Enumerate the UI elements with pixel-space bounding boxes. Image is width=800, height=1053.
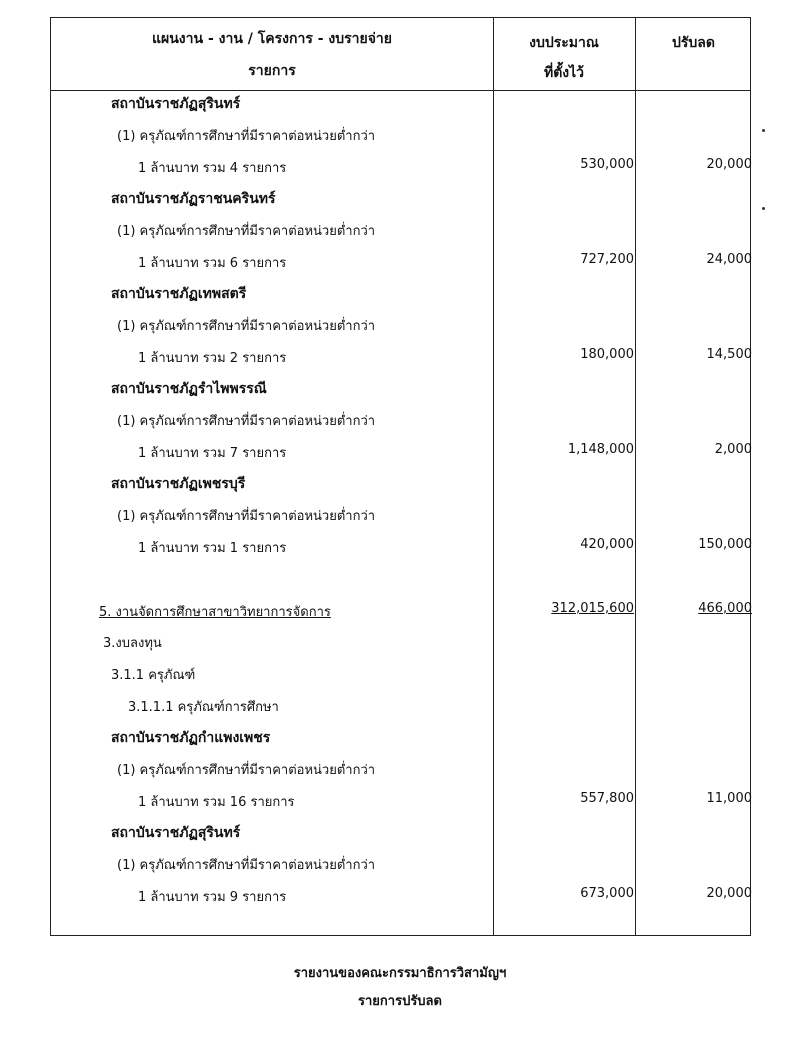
section-title: 5. งานจัดการศึกษาสาขาวิทยาการจัดการ [99, 605, 331, 620]
item-description: 1 ล้านบาท รวม 9 รายการ [138, 890, 287, 905]
item-description: 1 ล้านบาท รวม 4 รายการ [138, 161, 287, 176]
table-row [51, 442, 752, 466]
budget-value: 673,000 [580, 886, 634, 901]
budget-value: 727,200 [580, 252, 634, 267]
budget-value: 530,000 [580, 157, 634, 172]
table-row [51, 252, 752, 276]
item-description: 1 ล้านบาท รวม 1 รายการ [138, 541, 287, 556]
header-budget: งบประมาณ [529, 35, 599, 51]
table-row [51, 157, 752, 181]
table-row [51, 664, 752, 688]
institution-name: สถาบันราชภัฏสุรินทร์ [111, 825, 241, 841]
adjust-value: 2,000 [714, 442, 752, 457]
table-row [51, 315, 752, 339]
category-label: 3.1.1.1 ครุภัณฑ์การศึกษา [128, 700, 279, 715]
budget-value: 420,000 [580, 537, 634, 552]
adjust-value: 14,500 [706, 347, 752, 362]
table-row [51, 283, 752, 307]
item-description: 1 ล้านบาท รวม 2 รายการ [138, 351, 287, 366]
table-row [51, 727, 752, 751]
budget-value: 1,148,000 [567, 442, 634, 457]
footer-subtitle: รายการปรับลด [358, 994, 442, 1009]
item-description: (1) ครุภัณฑ์การศึกษาที่มีราคาต่อหน่วยต่ำกว่า [117, 224, 376, 239]
table-row [51, 886, 752, 910]
table-row [51, 537, 752, 561]
table-row [51, 854, 752, 878]
item-description: (1) ครุภัณฑ์การศึกษาที่มีราคาต่อหน่วยต่ำกว่า [117, 763, 376, 778]
budget-value: 180,000 [580, 347, 634, 362]
adjust-value: 24,000 [706, 252, 752, 267]
table-row [51, 791, 752, 815]
table-row [51, 188, 752, 212]
table-row [51, 410, 752, 434]
institution-name: สถาบันราชภัฏเพชรบุรี [111, 476, 246, 492]
item-description: 1 ล้านบาท รวม 6 รายการ [138, 256, 287, 271]
item-description: (1) ครุภัณฑ์การศึกษาที่มีราคาต่อหน่วยต่ำกว่า [117, 319, 376, 334]
table-row [51, 93, 752, 117]
table-row [51, 378, 752, 402]
table-row [51, 347, 752, 371]
item-description: (1) ครุภัณฑ์การศึกษาที่มีราคาต่อหน่วยต่ำกว่า [117, 129, 376, 144]
institution-name: สถาบันราชภัฏกำแพงเพชร [111, 730, 271, 746]
scan-speck [762, 207, 765, 210]
institution-name: สถาบันราชภัฏสุรินทร์ [111, 96, 241, 112]
header-budget-sub: ที่ตั้งไว้ [543, 65, 585, 81]
scan-speck [762, 129, 765, 132]
item-description: (1) ครุภัณฑ์การศึกษาที่มีราคาต่อหน่วยต่ำกว่า [117, 414, 376, 429]
header-divider [51, 90, 750, 91]
item-description: 1 ล้านบาท รวม 16 รายการ [138, 795, 295, 810]
institution-name: สถาบันราชภัฏรำไพพรรณี [111, 381, 267, 397]
table-row [51, 220, 752, 244]
category-label: 3.งบลงทุน [103, 636, 162, 651]
adjust-value: 150,000 [698, 537, 752, 552]
table-row [51, 505, 752, 529]
category-label: 3.1.1 ครุภัณฑ์ [111, 668, 196, 683]
budget-table [50, 17, 751, 936]
budget-value: 557,800 [580, 791, 634, 806]
header-plan: แผนงาน - งาน / โครงการ - งบรายจ่าย [152, 31, 392, 47]
budget-value: 312,015,600 [551, 601, 634, 616]
item-description: (1) ครุภัณฑ์การศึกษาที่มีราคาต่อหน่วยต่ำกว่า [117, 509, 376, 524]
item-description: (1) ครุภัณฑ์การศึกษาที่มีราคาต่อหน่วยต่ำกว่า [117, 858, 376, 873]
item-description: 1 ล้านบาท รวม 7 รายการ [138, 446, 287, 461]
header-item: รายการ [248, 63, 296, 79]
institution-name: สถาบันราชภัฏราชนครินทร์ [111, 191, 276, 207]
header-adjust: ปรับลด [672, 35, 715, 51]
institution-name: สถาบันราชภัฏเทพสตรี [111, 286, 247, 302]
adjust-value: 20,000 [706, 886, 752, 901]
table-row [51, 125, 752, 149]
table-row [51, 601, 752, 625]
table-row [51, 759, 752, 783]
adjust-value: 11,000 [706, 791, 752, 806]
table-row [51, 473, 752, 497]
table-row [51, 696, 752, 720]
adjust-value: 466,000 [698, 601, 752, 616]
footer-report-title: รายงานของคณะกรรมาธิการวิสามัญฯ [293, 966, 507, 981]
adjust-value: 20,000 [706, 157, 752, 172]
table-row [51, 632, 752, 656]
table-row [51, 822, 752, 846]
